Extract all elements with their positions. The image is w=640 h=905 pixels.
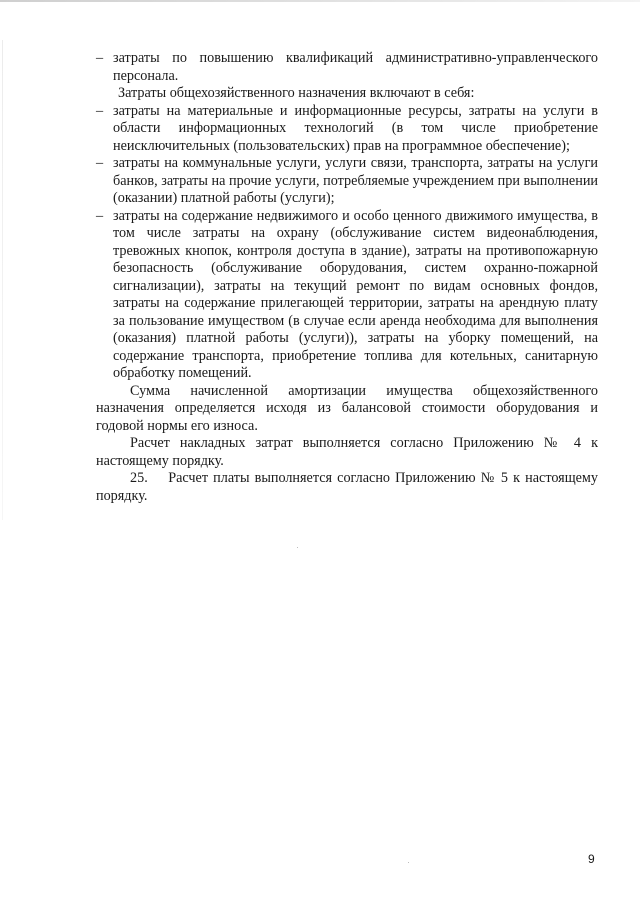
paragraph-overhead: Расчет накладных затрат выполняется согласно Приложению № 4 к настоящему порядку. bbox=[96, 435, 598, 469]
list-item-property bbox=[96, 208, 598, 383]
paragraph-fee-calculation: 25. Расчет платы выполняется согласно Приложению № 5 к настоящему порядку. bbox=[96, 470, 602, 504]
general-costs-intro: Затраты общехозяйственного назначения включают в себя: bbox=[118, 85, 475, 101]
list-item-text: затраты по повышению квалификаций административно-управленческого персонала. bbox=[113, 50, 598, 84]
list-item-text: затраты на материальные и информационные ресурсы, затраты на услуги в области информационных технологий (в том числе приобретение неисключительных (пользовательских) прав на программное обеспечение); bbox=[113, 102, 598, 154]
paragraph-depreciation: Сумма начисленной амортизации имущества общехозяйственного назначения определяется исходя из балансовой стоимости оборудования и годовой нормы его износа. bbox=[96, 382, 598, 434]
bullet-dash: – bbox=[96, 207, 104, 224]
list-item-text: затраты на содержание недвижимого и особо ценного движимого имущества, в том числе затраты на охрану (обслуживание систем видеонаблюдения, тревожных кнопок, контроля доступа в здание), затраты на противопожарную безопасность (обслуживание оборудования, систем охранно-пожарной сигнализации), затраты на текущий ремонт по видам основных фондов, затраты на содержание прилегающей территории, затраты на арендную плату за пользование имуществом (в случае если аренда необходима для выполнения (оказания) платной работы (услуги)), затраты на уборку помещений, на содержание транспорта, приобретение топлива для котельных, санитарную обработку помещений. bbox=[113, 207, 598, 381]
scan-left-edge bbox=[2, 40, 3, 520]
scan-speck bbox=[408, 862, 409, 863]
list-item-materials bbox=[96, 103, 598, 156]
scan-speck bbox=[297, 547, 298, 548]
document-body bbox=[96, 50, 602, 505]
bullet-dash: – bbox=[96, 50, 104, 66]
scan-top-edge bbox=[0, 0, 640, 2]
list-item-text: затраты на коммунальные услуги, услуги связи, транспорта, затраты на услуги банков, затраты на прочие услуги, потребляемые учреждением при выполнении (оказании) платной работы (услуги); bbox=[113, 155, 598, 206]
list-item-utilities bbox=[96, 155, 598, 208]
bullet-dash: – bbox=[96, 102, 104, 119]
bullet-dash: – bbox=[96, 155, 104, 171]
page-number: 9 bbox=[588, 852, 595, 866]
list-item-qualification bbox=[96, 50, 598, 85]
